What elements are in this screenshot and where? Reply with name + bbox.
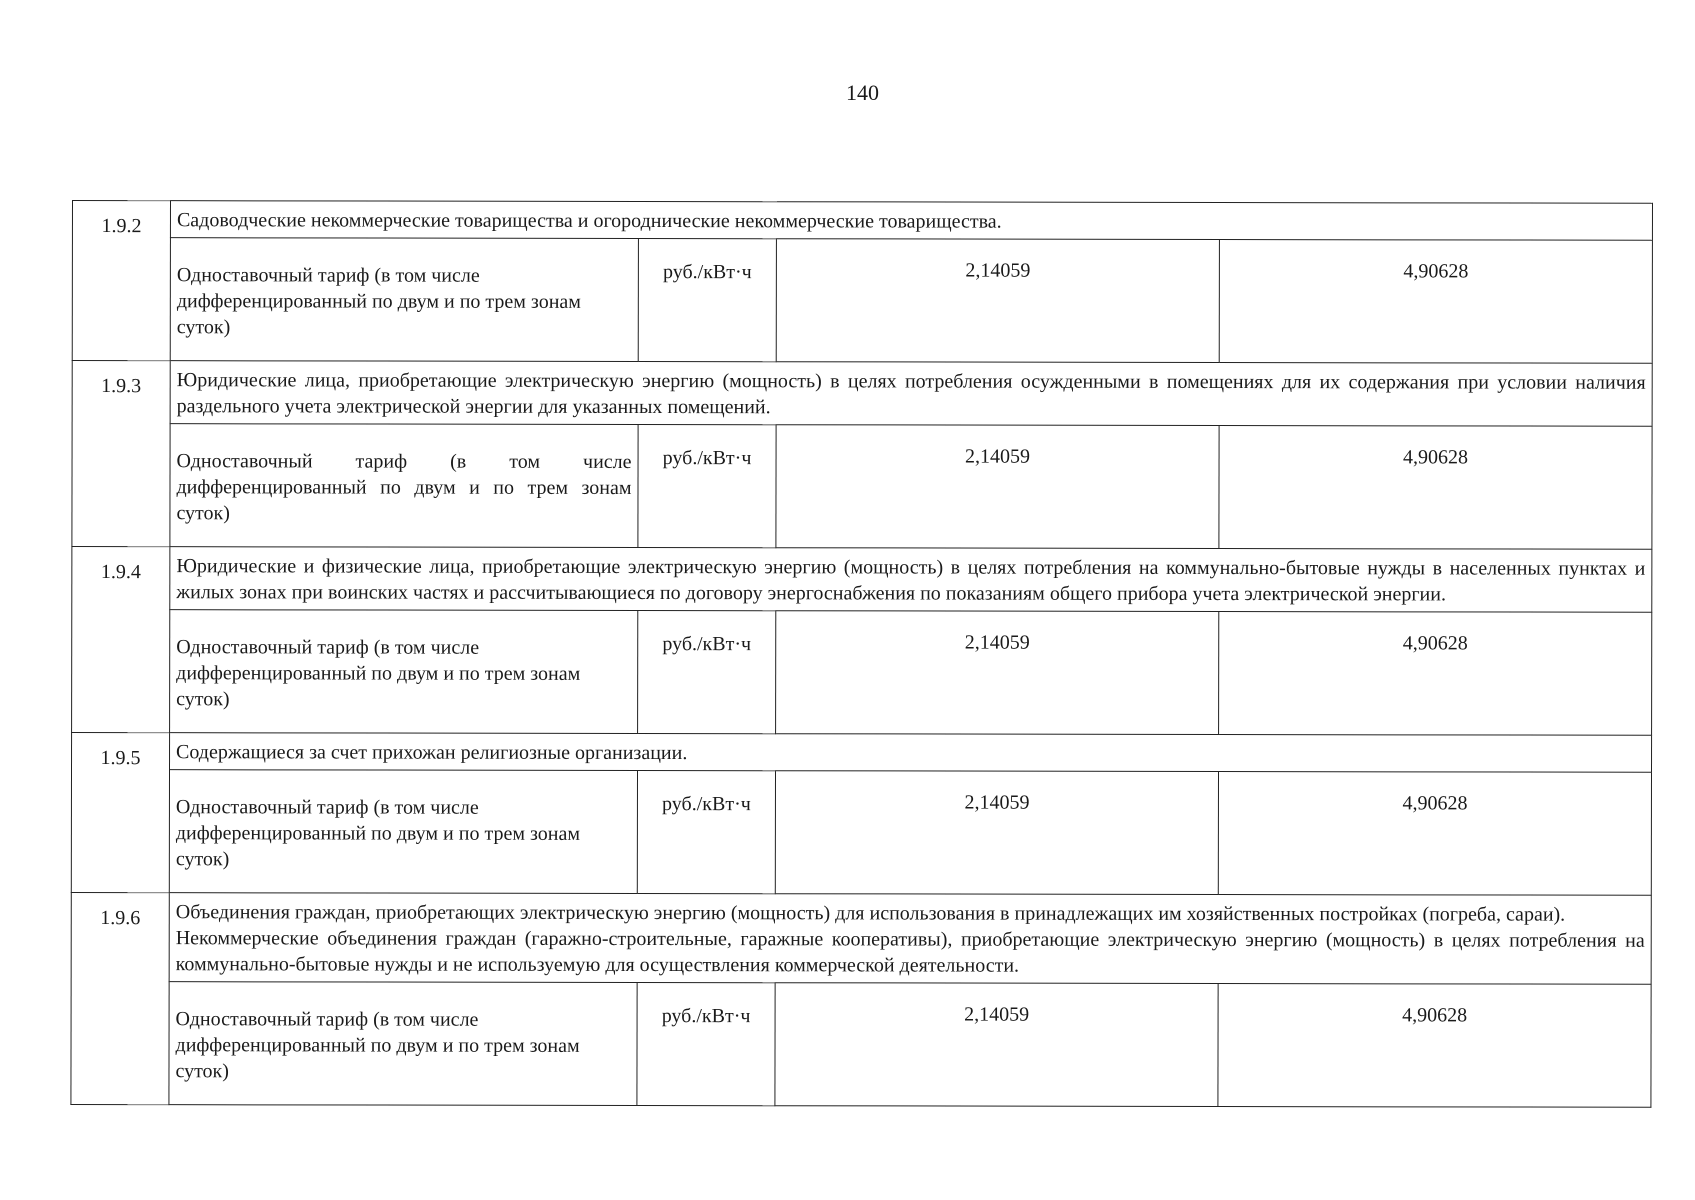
table-row	[72, 238, 1652, 364]
row-code: 1.9.2	[72, 201, 170, 361]
table-row	[71, 981, 1651, 1107]
table-row	[72, 424, 1652, 550]
page-number: 140	[846, 80, 879, 105]
row-code: 1.9.3	[72, 361, 170, 547]
tariff-name: Одноставочный тариф (в том числе дифференцированный по двум и по трем зонам суток)	[169, 770, 637, 894]
row-description	[169, 893, 1651, 985]
tariff-value-2: 4,90628	[1219, 240, 1652, 364]
tariff-value-1: 2,14059	[776, 611, 1219, 735]
tariff-value-2: 4,90628	[1218, 772, 1651, 896]
tariff-name: Одноставочный тариф (в том числе дифференцированный по двум и по трем зонам суток)	[169, 982, 637, 1106]
tariff-value-2: 4,90628	[1219, 426, 1652, 550]
tariff-value-1: 2,14059	[776, 239, 1219, 363]
tariff-name: Одноставочный тариф (в том числе дифференцированный по двум и по трем зонам суток)	[170, 238, 638, 362]
table-row	[72, 547, 1652, 613]
tariff-value-1: 2,14059	[775, 771, 1218, 895]
row-description: Юридические и физические лица, приобретающие электрическую энергию (мощность) в целях потребления на коммунально-бытовые нужды в населенных пунктах и жилых зонах при воинских частях и рассчитывающиеся по договору энергоснабжения по показаниям общего прибора учета электрической энергии.	[170, 547, 1652, 613]
tariff-value-1: 2,14059	[775, 983, 1218, 1107]
row-description-line-1: Объединения граждан, приобретающих электрическую энергию (мощность) для использования в принадлежащих им хозяйственных постройках (погреба, сараи).	[175, 901, 1566, 926]
row-code: 1.9.6	[71, 892, 169, 1104]
tariff-unit: руб./кВт·ч	[637, 982, 775, 1105]
tariff-unit: руб./кВт·ч	[638, 610, 776, 733]
tariff-value-2: 4,90628	[1219, 612, 1652, 736]
row-description: Садоводческие некоммерческие товарищества и огороднические некоммерческие товарищества.	[170, 201, 1652, 241]
table-row	[72, 733, 1652, 773]
tariff-unit: руб./кВт·ч	[638, 424, 776, 547]
table-row	[72, 361, 1652, 427]
tariff-value-1: 2,14059	[776, 425, 1219, 549]
table-row	[72, 610, 1652, 736]
tariff-value-2: 4,90628	[1218, 984, 1651, 1108]
table-row	[71, 770, 1651, 896]
tariff-name: Одноставочный тариф (в том числе дифференцированный по двум и по трем зонам суток)	[170, 610, 638, 734]
row-description-line-2: Некоммерческие объединения граждан (гаражно-строительные, гаражные кооперативы), приобретающие электрическую энергию (мощность) в целях потребления на коммунально-бытовые нужды и не используемую для осуществления коммерческой деятельности.	[175, 927, 1645, 977]
row-description: Содержащиеся за счет прихожан религиозные организации.	[170, 733, 1652, 773]
tariff-unit: руб./кВт·ч	[638, 238, 776, 361]
tariff-table	[70, 200, 1653, 1108]
row-code: 1.9.4	[72, 547, 170, 733]
table-row	[72, 201, 1652, 241]
row-description: Юридические лица, приобретающие электрическую энергию (мощность) в целях потребления осужденными в помещениях для их содержания при условии наличия раздельного учета электрической энергии для указанных помещений.	[170, 361, 1652, 427]
tariff-name: Одноставочный тариф (в том числе дифференцированный по двум и по трем зонам суток)	[170, 424, 638, 548]
table-row	[71, 892, 1651, 984]
tariff-unit: руб./кВт·ч	[637, 770, 775, 893]
row-code: 1.9.5	[71, 733, 169, 893]
